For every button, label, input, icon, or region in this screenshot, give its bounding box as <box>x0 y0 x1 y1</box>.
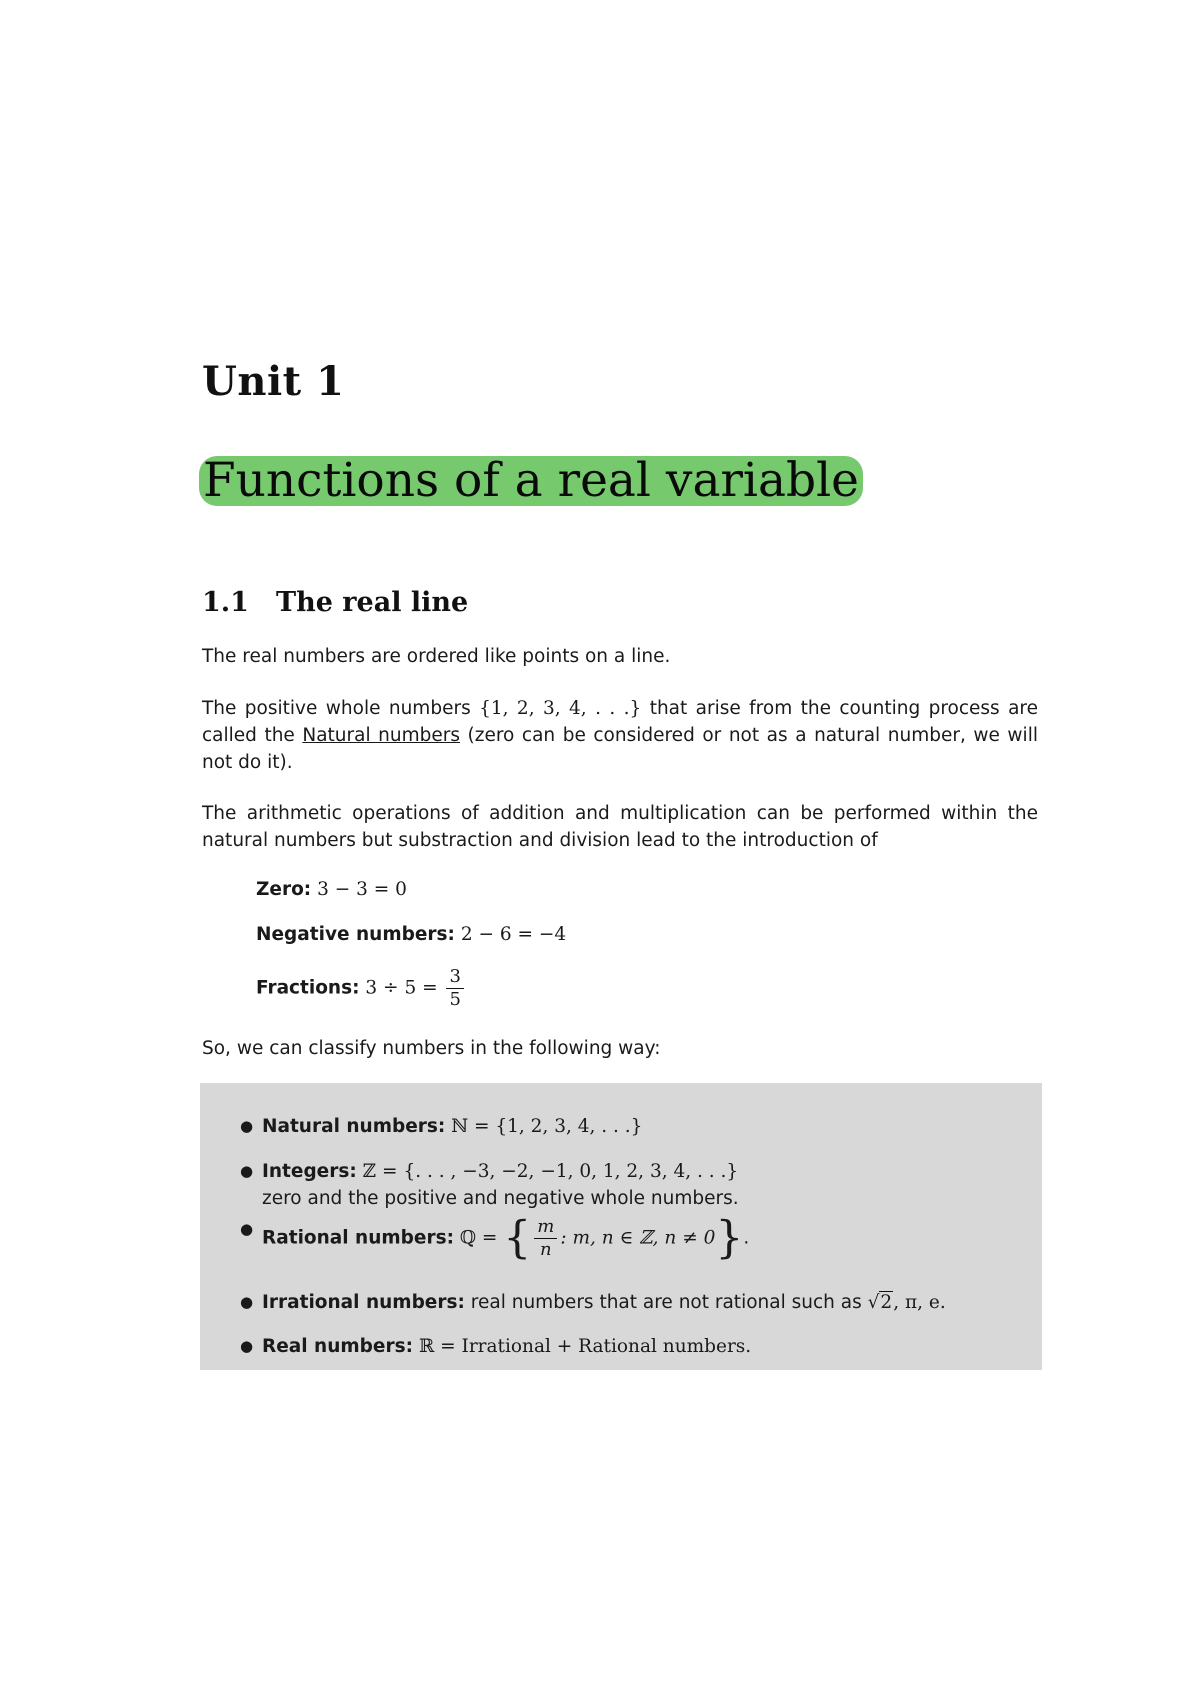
natural-numbers-term: Natural numbers <box>302 725 460 746</box>
bullet-icon: ● <box>240 1220 254 1238</box>
bullet-icon: ● <box>240 1293 254 1311</box>
list-item-real: ● Real numbers: ℝ = Irrational + Rational numbers. <box>262 1333 751 1360</box>
fraction-m-over-n: $\frac{m}{n}$ <box>534 1216 557 1261</box>
example-fractions: Fractions: 3 ÷ 5 = $\frac{3}{5}$ <box>256 966 467 1011</box>
fraction-three-fifths: $\frac{3}{5}$ <box>446 966 463 1011</box>
bullet-icon: ● <box>240 1162 254 1180</box>
natural-set-expression: {1, 2, 3, 4, . . .} <box>479 698 642 719</box>
right-brace-icon: } <box>715 1212 744 1264</box>
classification-box <box>200 1083 1042 1370</box>
list-item-rational: ● Rational numbers: ℚ = { $\frac{m}{n}$ : m, n ∈ ℤ, n ≠ 0}. <box>240 1212 750 1264</box>
bullet-icon: ● <box>240 1117 254 1135</box>
paragraph-arithmetic-operations: The arithmetic operations of addition and multiplication can be performed within the natural numbers but substraction and division lead to the introduction of <box>202 803 1038 851</box>
chapter-title: Functions of a real variable <box>199 456 863 506</box>
unit-label: Unit 1 <box>202 358 345 405</box>
bullet-icon: ● <box>240 1337 254 1355</box>
list-item-irrational: ● Irrational numbers: real numbers that are not rational such as √2, π, e. <box>262 1289 946 1316</box>
paragraph-natural-numbers: The positive whole numbers {1, 2, 3, 4, . . .} that arise from the counting process are called the Natural numbers (zero can be considered or not as a natural number, we will not do it). <box>202 698 1038 773</box>
example-zero: Zero: 3 − 3 = 0 <box>256 879 407 900</box>
example-negative-numbers: Negative numbers: 2 − 6 = −4 <box>256 924 567 945</box>
sqrt-icon: √2 <box>867 1292 893 1313</box>
section-heading <box>202 587 1038 618</box>
list-item-integers: ● Integers: ℤ = {. . . , −3, −2, −1, 0, 1, 2, 3, 4, . . .} zero and the positive and negative whole numbers. <box>262 1158 739 1212</box>
paragraph-classify: So, we can classify numbers in the following way: <box>202 1038 661 1059</box>
left-brace-icon: { <box>503 1212 532 1264</box>
section-number: 1.1 <box>202 587 249 618</box>
paragraph-real-numbers-ordered: The real numbers are ordered like points on a line. <box>202 646 671 667</box>
list-item-natural: ● Natural numbers: ℕ = {1, 2, 3, 4, . . .} <box>262 1113 642 1140</box>
section-title: The real line <box>276 587 469 618</box>
